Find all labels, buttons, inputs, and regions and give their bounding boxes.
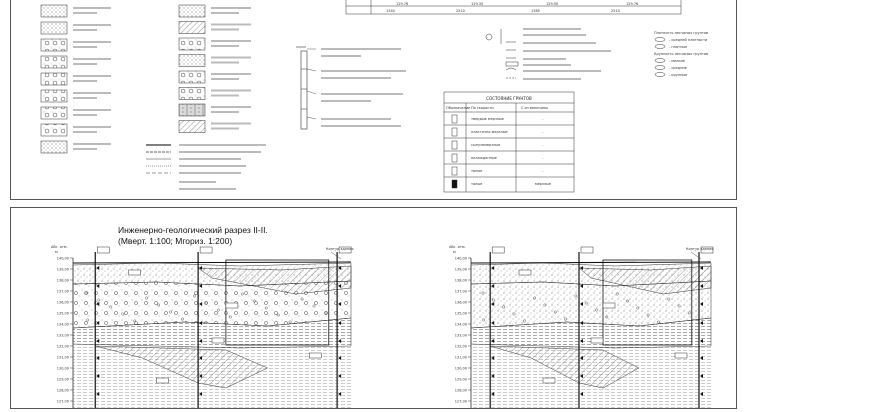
- legend-drawing: [11, 0, 736, 199]
- soil-swatch: [179, 121, 205, 133]
- top-table-values: [386, 2, 638, 13]
- symbol-notes: [486, 29, 518, 78]
- y-tick-label: 133,00: [454, 333, 467, 338]
- layer-tag: [309, 353, 321, 358]
- axis-unit: м: [453, 250, 456, 254]
- section-title-line2: (Мверт. 1:100; Мгориз. 1:200): [118, 236, 233, 246]
- y-tick-label: 139,00: [454, 267, 467, 272]
- right-label: - средние: [669, 66, 687, 70]
- state-value: мёрзлые: [534, 182, 552, 186]
- y-tick-label: 132,00: [56, 344, 69, 349]
- borehole-tag: [492, 247, 504, 253]
- y-tick-label: 134,00: [56, 322, 69, 327]
- y-tick-label: 135,00: [56, 311, 69, 316]
- y-tick-label: 133,00: [56, 333, 69, 338]
- y-tick-label: 137,00: [56, 289, 69, 294]
- right-label: - средней плотности: [669, 38, 708, 42]
- state-value: -: [542, 156, 544, 160]
- legend-left-swatches: [41, 5, 111, 153]
- state-value: -: [542, 117, 544, 121]
- svg-text:2510: 2510: [456, 9, 465, 13]
- layer-tag: [129, 270, 141, 275]
- svg-text:129.76: 129.76: [396, 2, 409, 6]
- soil-swatch: [179, 71, 205, 83]
- axis-label: Абс. отм.: [449, 245, 466, 249]
- soil-swatch-caption: [211, 40, 251, 42]
- layer-tag: [156, 378, 168, 383]
- soil-swatch: [41, 22, 67, 34]
- soil-swatch-caption: [211, 45, 239, 47]
- soil-swatch-caption: [211, 73, 251, 75]
- soil-swatch-caption: [211, 90, 251, 92]
- soil-swatch: [41, 141, 67, 153]
- ground-surface: [471, 262, 711, 263]
- soil-swatch-caption: [211, 12, 239, 14]
- soil-swatch: [179, 38, 205, 50]
- borehole-notes: [321, 49, 406, 126]
- soil-swatch-caption: [73, 24, 111, 26]
- y-tick-label: 138,00: [56, 278, 69, 283]
- soil-swatch-caption: [73, 92, 111, 94]
- density-symbol: [655, 59, 665, 63]
- y-tick-label: 140,00: [454, 256, 467, 261]
- state-swatch: [452, 115, 457, 123]
- soil-swatch: [41, 107, 67, 119]
- y-tick-label: 139,00: [56, 267, 69, 272]
- layer-tag: [591, 338, 603, 343]
- right-label: Плотность песчаных грунтов: [654, 31, 709, 35]
- density-symbol: [655, 66, 665, 70]
- state-table-header-3: С из величины: [521, 106, 548, 110]
- y-tick-label: 136,00: [56, 300, 69, 305]
- soil-swatch-caption: [73, 63, 97, 65]
- state-desc: сыпучемерзлые: [471, 143, 501, 147]
- soil-swatch: [41, 56, 67, 68]
- borehole-tag: [97, 247, 109, 253]
- soil-swatch: [41, 5, 67, 17]
- state-swatch: [452, 167, 457, 175]
- ground-surface: [73, 262, 351, 263]
- soil-swatch: [179, 88, 205, 100]
- y-tick-label: 138,00: [454, 278, 467, 283]
- soil-swatch-caption: [211, 128, 239, 130]
- state-swatch: [452, 180, 457, 188]
- building-label: Контур здания: [326, 247, 354, 251]
- soil-swatch-caption: [211, 57, 251, 59]
- soil-swatch-caption: [73, 29, 97, 31]
- soil-swatch-caption: [211, 95, 239, 97]
- density-symbol: [655, 45, 665, 49]
- layer-tag: [543, 378, 555, 383]
- soil-swatch: [41, 90, 67, 102]
- soil-swatch-caption: [211, 106, 251, 108]
- y-tick-label: 137,00: [454, 289, 467, 294]
- section-title: [118, 225, 268, 247]
- soil-swatch-caption: [73, 58, 111, 60]
- state-desc: охлажденные: [471, 156, 497, 160]
- state-desc: пластично-мерзлые: [471, 130, 508, 134]
- soil-swatch-caption: [211, 62, 239, 64]
- symbol-note-text: [523, 29, 611, 79]
- soil-swatch-caption: [73, 46, 97, 48]
- y-tick-label: 130,00: [56, 366, 69, 371]
- state-desc: твердые мерзлые: [471, 117, 504, 121]
- state-swatch: [452, 141, 457, 149]
- borehole-tag: [200, 247, 212, 253]
- soil-swatch-caption: [211, 123, 251, 125]
- axis-unit: м: [55, 250, 58, 254]
- svg-text:2510: 2510: [611, 9, 620, 13]
- y-tick-label: 128,00: [454, 388, 467, 393]
- soil-swatch-caption: [73, 80, 97, 82]
- layer-tag: [603, 303, 615, 308]
- geologic-section-left: [51, 245, 353, 408]
- legend-mid-swatches: [179, 5, 251, 133]
- legend-sheet: [10, 0, 737, 200]
- state-value: -: [542, 143, 544, 147]
- state-table-header-2: По скорости: [471, 106, 494, 110]
- soil-swatch-caption: [73, 114, 97, 116]
- right-label: - плотные: [669, 45, 688, 49]
- y-tick-label: 134,00: [454, 322, 467, 327]
- state-desc: талые: [471, 169, 483, 173]
- density-symbol: [655, 73, 665, 77]
- soil-swatch: [41, 73, 67, 85]
- svg-text:129.50: 129.50: [546, 2, 559, 6]
- y-tick-label: 140,00: [56, 256, 69, 261]
- soil-swatch: [41, 124, 67, 136]
- layer-tag: [212, 338, 224, 343]
- layer-tag: [519, 270, 531, 275]
- soil-swatch: [179, 22, 205, 34]
- y-tick-label: 131,00: [454, 355, 467, 360]
- state-value: -: [542, 130, 544, 134]
- y-tick-label: 131,00: [56, 355, 69, 360]
- layer-tag: [675, 353, 687, 358]
- svg-text:1340: 1340: [386, 9, 395, 13]
- soil-swatch-caption: [211, 24, 251, 26]
- svg-text:129.76: 129.76: [626, 2, 639, 6]
- state-value: -: [542, 169, 544, 173]
- soil-swatch: [179, 55, 205, 67]
- y-tick-label: 127,00: [56, 399, 69, 404]
- borehole-column: [296, 47, 316, 129]
- legend-right-labels: [654, 31, 708, 77]
- soil-swatch-caption: [73, 143, 111, 145]
- density-symbol: [655, 38, 665, 42]
- right-label: - мелкие: [669, 59, 685, 63]
- right-label: Крупность песчаных грунтов: [654, 52, 709, 56]
- state-desc: талые: [471, 182, 483, 186]
- y-tick-label: 136,00: [454, 300, 467, 305]
- right-label: - крупные: [669, 73, 688, 77]
- soil-swatch-caption: [73, 7, 111, 9]
- axis-label: Абс. отм.: [51, 245, 68, 249]
- state-swatch: [452, 154, 457, 162]
- soil-swatch-caption: [211, 111, 239, 113]
- section-title-line1: Инженерно-геологический разрез II-II.: [118, 225, 268, 235]
- geologic-section-right: [449, 245, 713, 408]
- svg-text:129.35: 129.35: [471, 2, 484, 6]
- state-table-header-1: Обозначение: [446, 106, 471, 110]
- soil-swatch-caption: [73, 131, 97, 133]
- soil-swatch: [179, 5, 205, 17]
- y-tick-label: 135,00: [454, 311, 467, 316]
- y-tick-label: 127,00: [454, 399, 467, 404]
- soil-swatch: [179, 104, 205, 116]
- y-tick-label: 132,00: [454, 344, 467, 349]
- y-tick-label: 129,00: [56, 377, 69, 382]
- state-table-title: СОСТОЯНИЕ ГРУНТОВ: [486, 96, 532, 101]
- soil-swatch-caption: [73, 41, 111, 43]
- state-swatch: [452, 128, 457, 136]
- soil-swatch-caption: [73, 148, 97, 150]
- soil-swatch-caption: [73, 75, 111, 77]
- soil-swatch-caption: [211, 29, 239, 31]
- borehole-tag: [581, 247, 593, 253]
- soil-swatch-caption: [211, 78, 239, 80]
- y-tick-label: 128,00: [56, 388, 69, 393]
- building-label: Контур здания: [686, 247, 714, 251]
- legend-lines: [146, 145, 266, 189]
- soil-swatch-caption: [73, 109, 111, 111]
- layer-tag: [226, 303, 238, 308]
- y-tick-label: 129,00: [454, 377, 467, 382]
- svg-text:1385: 1385: [531, 9, 540, 13]
- soil-swatch: [41, 39, 67, 51]
- soil-swatch-caption: [211, 7, 251, 9]
- y-tick-label: 130,00: [454, 366, 467, 371]
- soil-swatch-caption: [73, 126, 111, 128]
- soil-swatch-caption: [73, 97, 97, 99]
- soil-swatch-caption: [73, 12, 97, 14]
